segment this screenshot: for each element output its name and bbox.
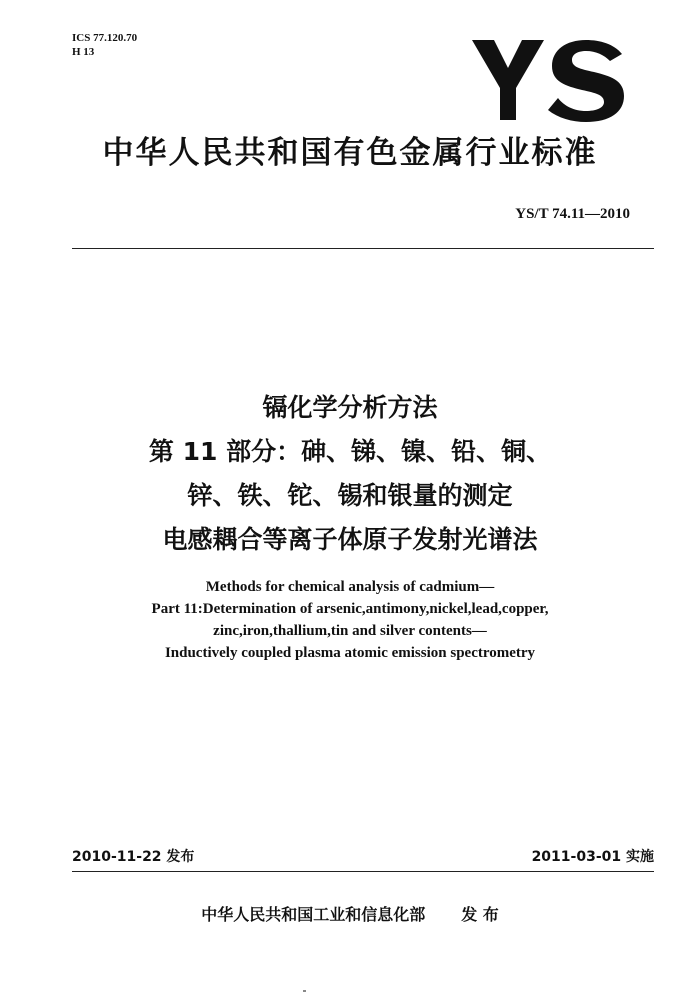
ccs-code: H 13	[72, 46, 95, 58]
ys-logo-graphic	[472, 38, 628, 122]
publish-date: 2010-11-22 发布	[72, 849, 195, 865]
chinese-title-line-1: 镉化学分析方法	[262, 393, 438, 422]
english-title-line-3: zinc,iron,thallium,tin and silver contents—	[213, 623, 487, 639]
footer-divider	[72, 871, 654, 872]
header-divider	[72, 248, 654, 249]
standard-code: YS/T 74.11—2010	[515, 206, 630, 222]
ys-logo	[472, 38, 628, 122]
english-title-line-2: Part 11:Determination of arsenic,antimony,nickel,lead,copper,	[151, 601, 549, 617]
standard-category-title: 中华人民共和国有色金属行业标准	[102, 135, 598, 171]
issuer-action: 发 布	[461, 905, 499, 924]
scan-speck	[303, 990, 306, 992]
classification-codes	[72, 31, 137, 59]
chinese-title-line-3: 锌、铁、铊、锡和银量的测定	[187, 481, 513, 510]
issuer-line	[0, 902, 700, 925]
issuer-name: 中华人民共和国工业和信息化部	[201, 905, 426, 924]
effective-date: 2011-03-01 实施	[531, 849, 654, 865]
english-title	[0, 576, 700, 664]
english-title-line-4: Inductively coupled plasma atomic emission spectrometry	[164, 645, 536, 661]
english-title-line-1: Methods for chemical analysis of cadmium—	[205, 579, 495, 595]
chinese-title	[0, 386, 700, 562]
chinese-title-line-4: 电感耦合等离子体原子发射光谱法	[162, 525, 538, 554]
ics-code: ICS 77.120.70	[72, 32, 138, 44]
chinese-title-line-2: 第 11 部分：砷、锑、镍、铅、铜、	[148, 437, 552, 466]
